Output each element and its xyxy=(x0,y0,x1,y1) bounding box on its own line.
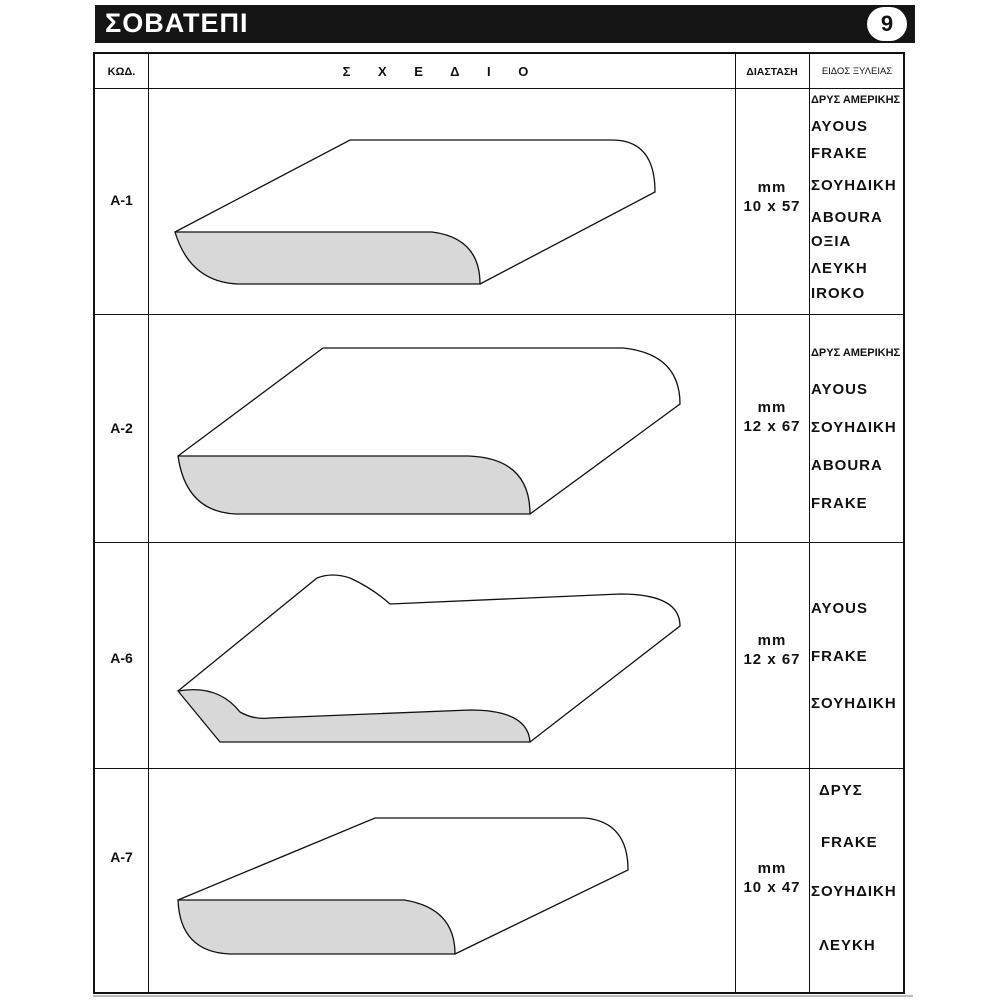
wood-item: FRAKE xyxy=(821,834,878,851)
wood-list-a6 xyxy=(811,542,905,768)
product-table xyxy=(93,52,905,994)
dimension-size: 10 x 47 xyxy=(743,879,801,896)
dimension-size: 12 x 67 xyxy=(743,651,801,668)
wood-item: FRAKE xyxy=(811,495,868,512)
wood-list-a1 xyxy=(811,88,905,314)
dimension-unit: mm xyxy=(757,860,787,877)
wood-item: ΣΟΥΗΔΙΚΗ xyxy=(811,177,897,194)
wood-item: ΔΡΥΣ ΑΜΕΡΙΚΗΣ xyxy=(811,94,901,106)
row-code: Α-7 xyxy=(110,849,133,865)
wood-item: FRAKE xyxy=(811,648,868,665)
dimension-size: 10 x 57 xyxy=(743,198,801,215)
wood-item: ΟΞΙΑ xyxy=(811,233,852,250)
wood-item: AYOUS xyxy=(811,118,868,135)
dimension-a6 xyxy=(735,631,809,669)
wood-item: ΛΕΥΚΗ xyxy=(811,260,868,277)
wood-item: AYOUS xyxy=(811,381,868,398)
wood-item: ABOURA xyxy=(811,457,883,474)
wood-item: ΣΟΥΗΔΙΚΗ xyxy=(811,419,897,436)
profile-drawing-a7 xyxy=(150,768,735,994)
page-title: ΣΟΒΑΤΕΠΙ xyxy=(105,8,249,38)
dimension-a2 xyxy=(735,398,809,436)
column-divider xyxy=(809,54,810,992)
wood-item: ΣΟΥΗΔΙΚΗ xyxy=(811,883,897,900)
wood-item: IROKO xyxy=(811,285,866,302)
wood-list-a2 xyxy=(811,314,905,542)
wood-item: ΛΕΥΚΗ xyxy=(819,937,876,954)
dimension-a7 xyxy=(735,859,809,897)
row-code: Α-2 xyxy=(110,420,133,436)
header-code: ΚΩΔ. xyxy=(107,65,136,78)
wood-item: AYOUS xyxy=(811,600,868,617)
wood-item: FRAKE xyxy=(811,145,868,162)
page-number: 9 xyxy=(867,7,907,41)
profile-drawing-a6 xyxy=(150,542,735,768)
title-bar xyxy=(95,5,915,43)
header-wood-type: ΕΙΔΟΣ ΞΥΛΕΙΑΣ xyxy=(821,66,893,77)
profile-drawing-a2 xyxy=(150,314,735,542)
column-divider xyxy=(148,54,149,992)
row-code: Α-6 xyxy=(110,650,133,666)
wood-item: ΔΡΥΣ xyxy=(819,782,863,799)
row-code: Α-1 xyxy=(110,192,133,208)
dimension-size: 12 x 67 xyxy=(743,418,801,435)
header-design: Σ Χ Ε Δ Ι Ο xyxy=(342,64,541,79)
wood-item: ΣΟΥΗΔΙΚΗ xyxy=(811,695,897,712)
dimension-a1 xyxy=(735,178,809,216)
header-dimension: ΔΙΑΣΤΑΣΗ xyxy=(746,65,798,78)
bottom-rule xyxy=(93,995,913,997)
dimension-unit: mm xyxy=(757,632,787,649)
profile-drawing-a1 xyxy=(150,88,735,314)
wood-item: ΔΡΥΣ ΑΜΕΡΙΚΗΣ xyxy=(811,347,901,359)
dimension-unit: mm xyxy=(757,179,787,196)
wood-list-a7 xyxy=(811,768,905,994)
dimension-unit: mm xyxy=(757,399,787,416)
wood-item: ABOURA xyxy=(811,209,883,226)
